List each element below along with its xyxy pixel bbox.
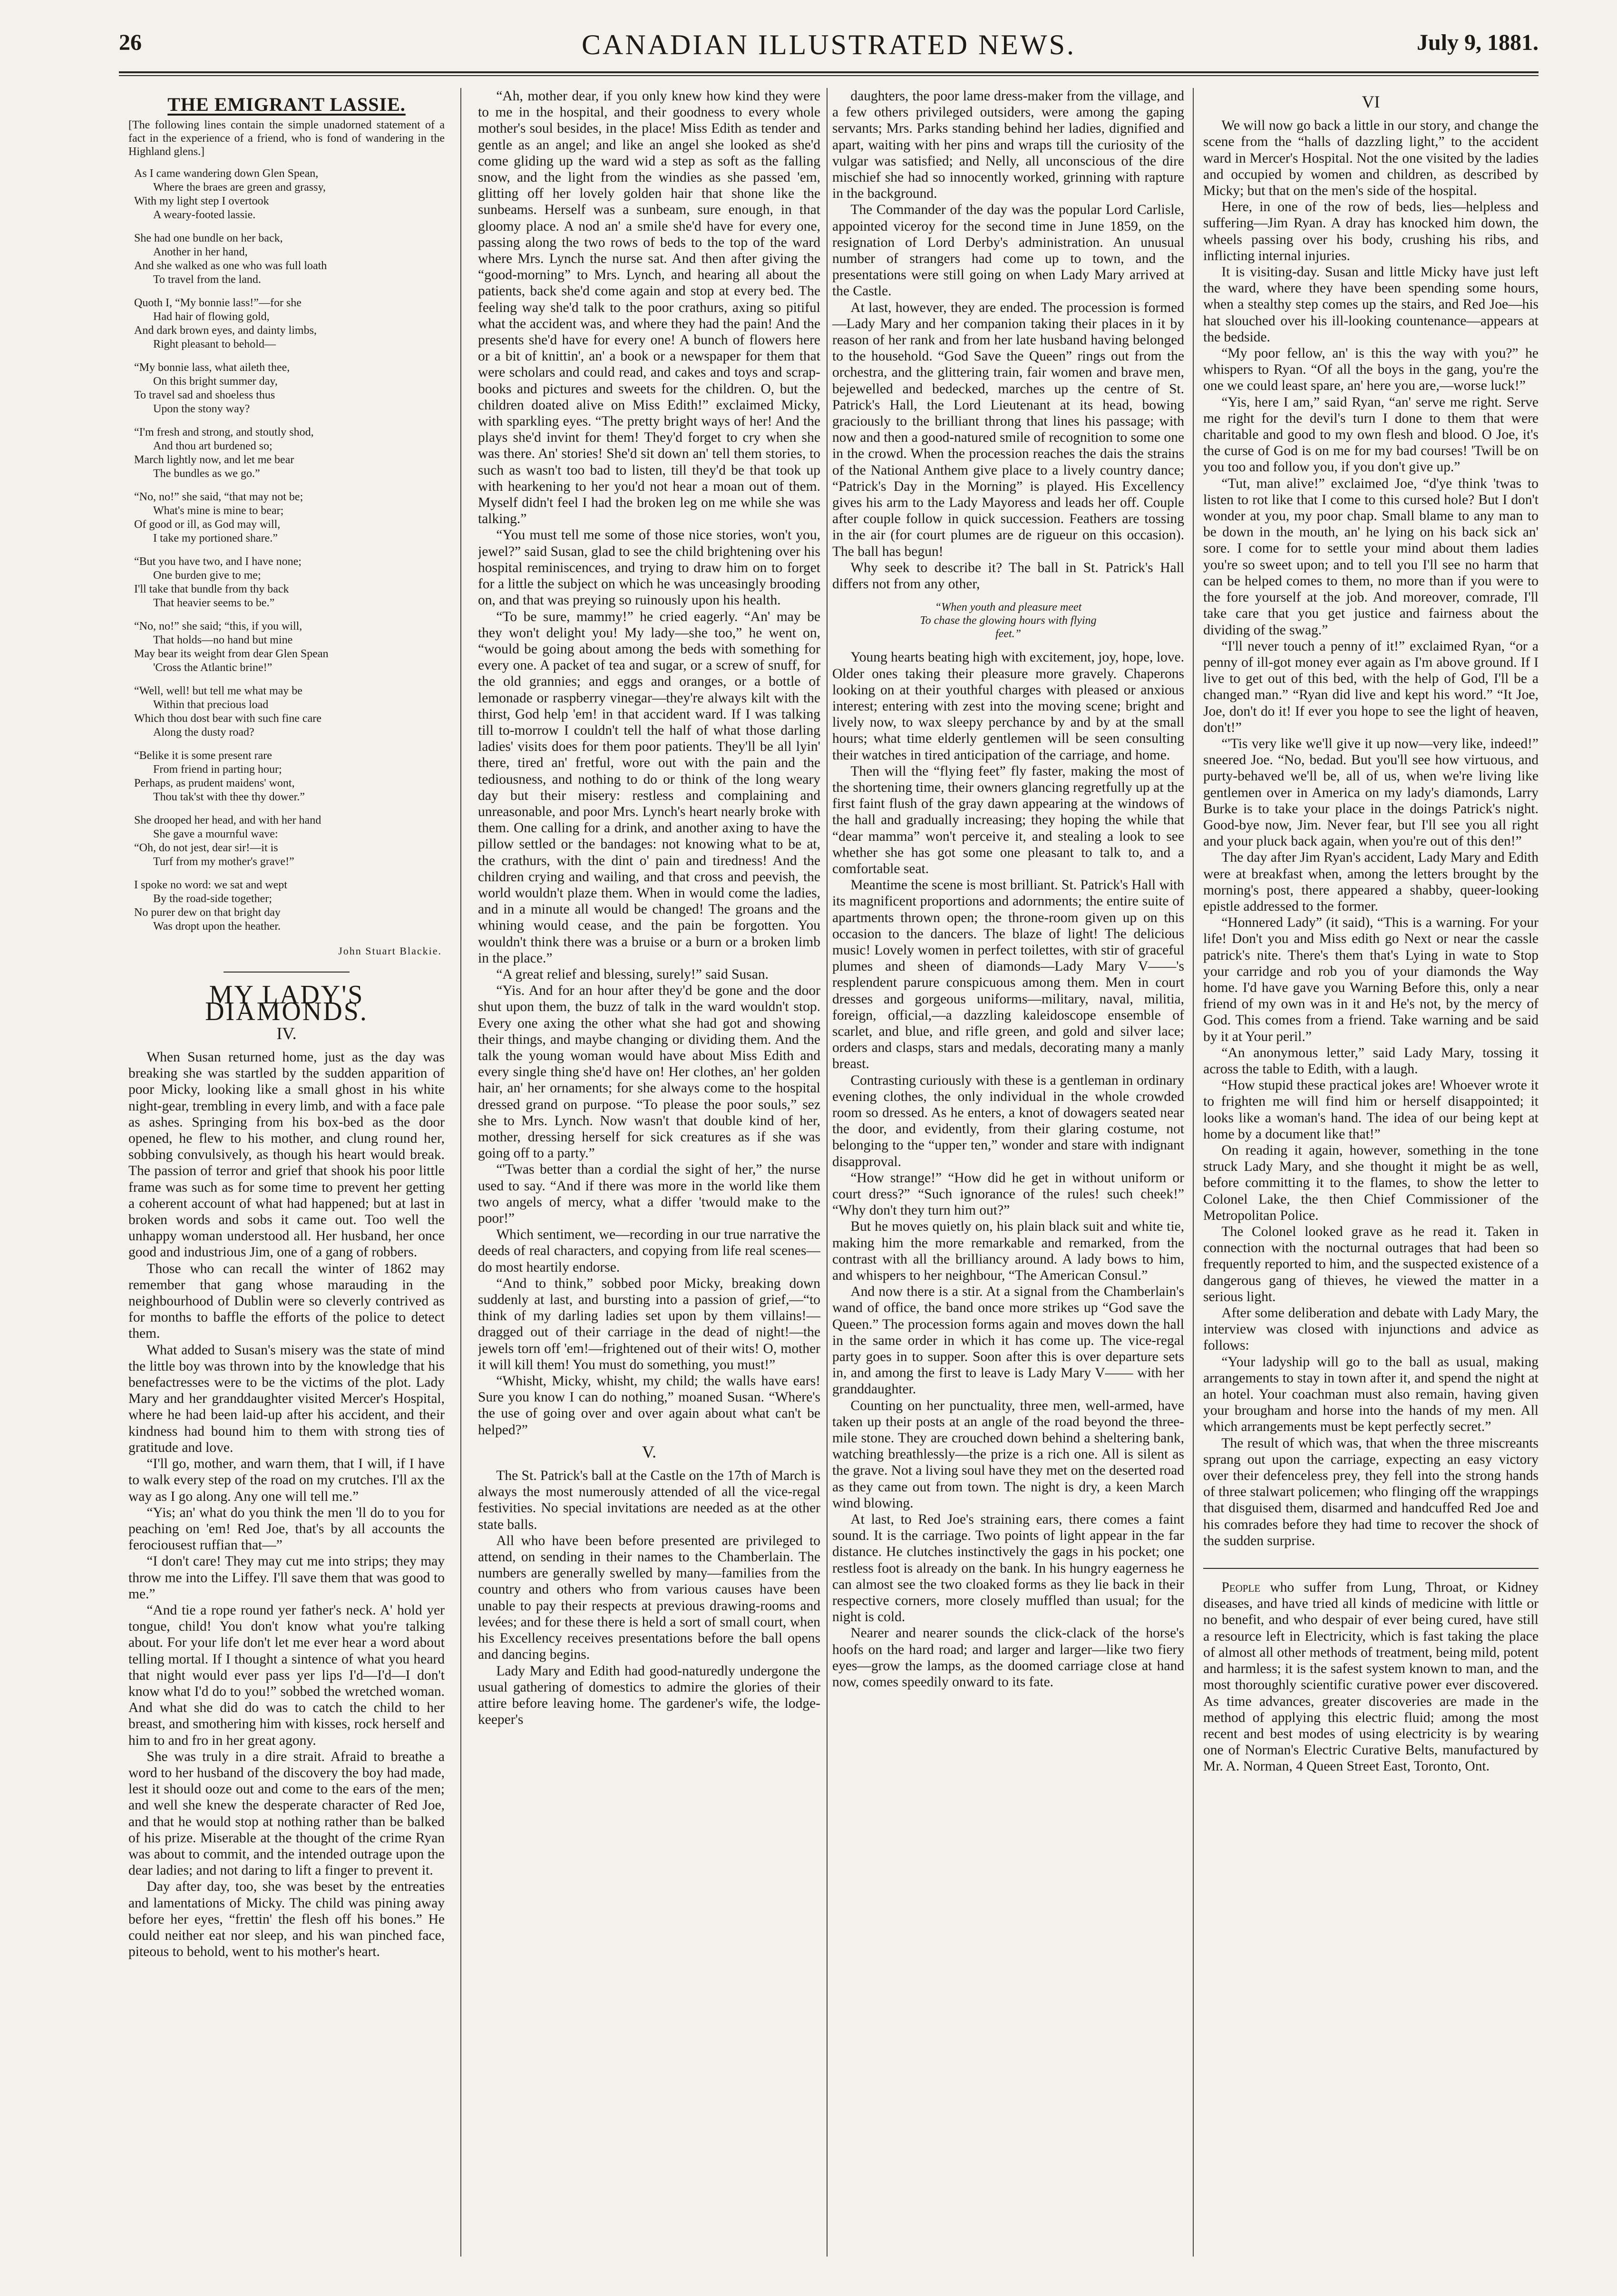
poem-line: She gave a mournful wave: [153,828,278,841]
column-3-text [832,88,1184,592]
paragraph: “'Tis very like we'll give it up now—very like, indeed!” sneered Joe. “No, bedad. But you'll see how virtuous, and purty-behaved we'll be, all of us, when we're living like gentlemen over in America on my lady's diamonds, Larry Burke is to take your place in the doings Patrick's night. Good-bye now, Jim. Never fear, but I'll see you all right and your pluck back again, when you're out of this den!” [1203,736,1539,849]
paragraph: “Your ladyship will go to the ball as usual, making arrangements to stay in town after it, and spend the night at an hotel. Your coachman must also remain, having given your brougham and horse into the hands of my men. All which arrangements must be kept perfectly secret.” [1203,1354,1539,1435]
paragraph: The Commander of the day was the popular Lord Carlisle, appointed viceroy for the second time in June 1859, on the resignation of Lord Derby's administration. An unusual number of strangers had come up to town, and the presentations were still going on when Lady Mary arrived at the Castle. [832,202,1184,299]
poem-stanza [134,684,445,739]
paragraph: But he moves quietly on, his plain black suit and white tie, making him the more remarkable and remarked, from the contrast with all the brilliancy around. A lady bows to him, and whispers to her neighbour, “The American Consul.” [832,1219,1184,1284]
poem-line: On this bright summer day, [153,375,278,388]
paragraph: “'Twas better than a cordial the sight of her,” the nurse used to say. “And if there was more in the world like them two angels of mercy, what a differ 'twould make to the poor!” [478,1162,820,1226]
paragraph: Those who can recall the winter of 1862 may remember that gang whose marauding in the neighbourhood of Dublin were so cleverly contrived as for months to baffle the efforts of the police to detect them. [128,1261,445,1342]
paragraph: What added to Susan's misery was the state of mind the little boy was thrown into by the knowledge that his benefactresses were to be the victims of the plot. Lady Mary and her granddaughter visited Mercer's Hospital, where he had been laid-up after his accident, and their kindness had bound him to them with strong ties of gratitude and love. [128,1342,445,1455]
paragraph: “Honnered Lady” (it said), “This is a warning. For your life! Don't you and Miss edith go Next or near the cassle patrick's nite. There's them that's Lying in wate to Stop your carridge and rob you of your diamonds the Way home. I'd have gave you Warning Before this, only a near friend of my own was in it and He's not, by the mercy of God. This comes from a friend. Take warning and be said by it at Your peril.” [1203,915,1539,1044]
poem-line: Along the dusty road? [153,726,254,739]
poem-author: John Stuart Blackie. [338,945,442,957]
poem-line: Within that precious load [153,699,269,711]
poem-line: A weary-footed lassie. [153,209,256,222]
paragraph: “An anonymous letter,” said Lady Mary, tossing it across the table to Edith, with a laugh. [1203,1045,1539,1077]
paragraph: Here, in one of the row of beds, lies—helpless and suffering—Jim Ryan. A dray has knocked him down, the wheels passing over his body, crushing his ribs, and inflicting internal injuries. [1203,199,1539,263]
poem-line: Thou tak'st with thee thy dower.” [153,791,305,804]
column-4 [1203,88,1539,2257]
page-number: 26 [119,30,142,55]
poem-line: With my light step I overtook [134,195,269,208]
poem-line: By the road-side together; [153,893,272,905]
poem-stanza [134,555,445,610]
column-divider [460,88,461,2257]
poem-line: I take my portioned share.” [153,532,278,545]
poem-stanza [134,361,445,416]
poem-line: One burden give to me; [153,569,261,582]
poem-line: To travel sad and shoeless thus [134,389,275,402]
poem-line: No purer dew on that bright day [134,906,281,919]
poem-line: “No, no!” she said; “this, if you will, [134,620,302,633]
paragraph: Contrasting curiously with these is a gentleman in ordinary evening clothes, the only individual in the whole crowded room so dressed. As he enters, a knot of dowagers seated near the door, and evidently, from their glaring costume, not belonging to the “upper ten,” wonder and stare with indignant disapproval. [832,1072,1184,1169]
poem-line: To travel from the land. [153,273,261,286]
paragraph: Young hearts beating high with excitement, joy, hope, love. Older ones taking their pleasure more gravely. Chaperons looking on at their youthful charges with pleased or anxious interest; entering with zest into the moving scene; bright and lively now, to wax sleepy perchance by and by at the small hours; what time elderly gentlemen will be seen consulting their watches in tired anticipation of the carriage, and home. [832,650,1184,763]
poem-line: Right pleasant to behold— [153,338,276,351]
poem-stanza [134,878,445,934]
paragraph: “And to think,” sobbed poor Micky, breaking down suddenly at last, and bursting into a passion of grief,—“to think of my darling ladies set upon by them villains!—dragged out of their carriage in the dead of night!—the jewels torn off 'em!—frightened out of their wits! O, mother it will kill them! You must do something, you must!” [478,1275,820,1372]
paragraph: “Yis; an' what do you think the men 'll do to you for peaching on 'em! Red Joe, that's by all accounts the ferociousest ruffian that—” [128,1505,445,1553]
paragraph: All who have been before presented are privileged to attend, on sending in their names to the Chamberlain. The numbers are generally swelled by many—families from the country and others who from various causes have been unable to pay their respects at previous drawing-rooms and levées; and for these there is held a sort of small court, when his Excellency receives presentations before the ball opens and dancing begins. [478,1533,820,1663]
masthead-rule [119,71,1539,73]
poem-line: Of good or ill, as God may will, [134,518,281,531]
column-2 [478,88,820,2257]
paragraph: “I don't care! They may cut me into strips; they may throw me into the Liffey. I'll save them that was good to me.” [128,1554,445,1602]
poem-line: “My bonnie lass, what aileth thee, [134,361,290,374]
paragraph: Why seek to describe it? The ball in St. Patrick's Hall differs not from any other, [832,560,1184,592]
poem-stanza [134,620,445,675]
poem-stanza [134,814,445,869]
poem-line: Turf from my mother's grave!” [153,856,294,868]
paragraph: daughters, the poor lame dress-maker from the village, and a few others privileged outsiders, were among the gaping servants; Mrs. Parks standing behind her ladies, dignified and apart, waiting with her pins and wraps till the curiosity of the vulgar was satisfied; and Nelly, all unconscious of the dire mischief she had so innocently worked, grinning with rapture in the background. [832,88,1184,202]
column-divider [1193,88,1194,2257]
paragraph: After some deliberation and debate with Lady Mary, the interview was closed with injunctions and advice as follows: [1203,1305,1539,1353]
poem-line: “No, no!” she said, “that may not be; [134,491,303,504]
masthead [119,25,1539,65]
poem-line: 'Cross the Atlantic brine!” [153,662,273,674]
paragraph: Nearer and nearer sounds the click-clack of the horse's hoofs on the hard road; and larger and larger—like two fiery eyes—grow the lamps, as the doomed carriage close at hand now, comes speedily onward to its fate. [832,1625,1184,1690]
paragraph: It is visiting-day. Susan and little Micky have just left the ward, where they have been spending some hours, when a stealthy step comes up the stairs, and Red Joe—his hat slouched over his ill-looking countenance—appears at the bedside. [1203,264,1539,345]
poem-line: That holds—no hand but mine [153,634,293,647]
paragraph: “How strange!” “How did he get in without uniform or court dress?” “Such ignorance of the rules! such cheek!” “Why don't they turn him out?” [832,1170,1184,1218]
column-divider [827,88,828,2257]
paragraph: The St. Patrick's ball at the Castle on the 17th of March is always the most numerously attended of all the vice-regal festivities. No special invitations are needed as at the other state balls. [478,1468,820,1532]
column-2-chapter-v-text [478,1468,820,1728]
poem-line: “Belike it is some present rare [134,749,272,762]
serial-title: MY LADY'S DIAMONDS. [205,980,368,1026]
poem-line: Was dropt upon the heather. [153,920,281,933]
paragraph: The result of which was, that when the three miscreants sprang out upon the carriage, expecting an easy victory over their defenceless prey, they fell into the strong hands of three stalwart policemen; who flinging off the wrappings that disguised them, disarmed and handcuffed Red Joe and his comrades before they had time to recover the shock of the sudden surprise. [1203,1435,1539,1548]
verse-line: feet.” [995,628,1021,641]
poem-line: And thou art burdened so; [153,440,273,453]
paragraph: Then will the “flying feet” fly faster, making the most of the shortening time, their owners glancing regretfully up at the first faint flush of the gray dawn appearing at the windows of the hall and gradually increasing; they hoping the while that “dear mamma” won't perceive it, and stealing a look to see whether she has got some one pleasant to talk to, and a comfortable seat. [832,763,1184,876]
paragraph: At last, to Red Joe's straining ears, there comes a faint sound. It is the carriage. Two points of light appear in the far distance. He clutches instinctively the gags in his pocket; one restless foot is already on the bank. In his hungry eagerness he can almost see the two cloaked forms as they lie back in their respective corners, more closely muffled than usual; for the night is cold. [832,1512,1184,1625]
chapter-heading: VI [1362,92,1380,111]
poem-line: She had one bundle on her back, [134,232,283,245]
poem-line: Where the braes are green and grassy, [153,181,326,194]
poem-line: “Oh, do not jest, dear sir!—it is [134,842,278,855]
poem-line: I spoke no word: we sat and wept [134,879,287,892]
paragraph: “Ah, mother dear, if you only knew how kind they were to me in the hospital, and their goodness to every whole mother's soul besides, in the place! Miss Edith as tender and gentle as an angel; and like an angel she looked as she'd come gliding up the ward wid a step as soft as the falling snow, and the light from the windies as she passed 'em, glitting off her lovely golden hair that shone like the sunbeams. Herself was a sunbeam, sure enough, in that gloomy place. A nod an' a smile she'd have for every one, passing along the two rows of beds to the top of the ward where Mrs. Lynch the nurse sat. And then after giving the “good-morning” to Mrs. Lynch, and hearing all about the patients, back she'd come again and stop at every bed. The feeling way she'd talk to the poor crathurs, axing so pitiful what the accident was, and where they had the pain! And the presents she'd have for every one! A bunch of flowers here or a bit of knittin', an' a book or a newspaper for them that were scholars and could read, and cakes and toys and scrap-books and pictures and sweets for the children. O, but the children doated alive on Miss Edith!” exclaimed Micky, with sparkling eyes. “The pretty bright ways of her! And the plays she'd invint for them! They'd forget to cry when she was there. An' stories! She'd sit down an' tell them stories, to such as wasn't too bad to listen, till they'd be that took up with hearkening to her you'd not hear a moan out of them. Myself didn't feel I had the broken leg on me while she was talking.” [478,88,820,527]
poem-stanza [134,232,445,287]
poem-line: “But you have two, and I have none; [134,555,302,568]
poem-line: The bundles as we go.” [153,467,260,480]
paragraph: “To be sure, mammy!” he cried eagerly. “An' may be they won't delight you! My lady—she too,” he went on, “would be going about among the beds with something for every one. A packet of tea and sugar, or a screw of snuff, for the old grannies; and eggs and oranges, or a bottle of lemonade or raspberry vinegar—they're always kilt with the thirst, God help 'em! in that accident ward. If I was talking till to-morrow I couldn't tell the half of what those darling ladies' visits does for them poor patients. They'll be all lyin' there, tired an' fretful, wore out with the pain and the tediousness, and nothing to do or think of the long weary day but their misery: restless and complaining and unreasonable, and poor Mrs. Lynch's heart nearly broke with them. One calling for a drink, and another axing to have the pillow settled or the bandages: not knowing what to be at, the crathurs, with the dint o' pain and tiredness! And the children crying and wailing, and that cross and peevish, the world wouldn't plaze them. When in would come the ladies, and in a minute all would be changed! The groans and the whining would cease, and the pain be forgotten. You wouldn't think there was a bruise or a burn or a broken limb in the place.” [478,609,820,966]
poem-line: Upon the stony way? [153,403,250,416]
paragraph: We will now go back a little in our story, and change the scene from the “halls of dazzling light,” to the accident ward in Mercer's Hospital. Not the one visited by the ladies and occupied by women and children, as described by Micky; but that on the men's side of the hospital. [1203,118,1539,199]
poem-line: And she walked as one who was full loath [134,260,327,272]
poem-line: May bear its weight from dear Glen Spean [134,648,329,661]
poem-line: And dark brown eyes, and dainty limbs, [134,324,317,337]
poem-stanza [134,426,445,481]
masthead-rule-thin [119,75,1539,76]
paragraph: “How stupid these practical jokes are! Whoever wrote it to frighten me will find him or herself disappointed; it looks like a woman's hand. The idea of our being kept at home by a document like that!” [1203,1078,1539,1142]
paragraph: “Tut, man alive!” exclaimed Joe, “d'ye think 'twas to listen to rot like that I come to this cursed hole? But I don't wonder at you, my poor chap. Small blame to any man to be down in the mouth, an' he lying on his back sick an' sore. I come for to settle your mind about them ladies you're so sweet upon; and to tell you I'll see no harm that can be helped comes to them, no more than if you were to the fore yourself at the job. And moreover, comrade, I'll take care that you get justice and fairness about the dividing of the swag.” [1203,476,1539,638]
chapter-heading: IV. [276,1023,297,1043]
advert-text: who suffer from Lung, Throat, or Kidney diseases, and have tried all kinds of medicine with little or no benefit, and who despair of ever being cured, have still a resource left in Electricity, which is fast taking the place of almost all other methods of treatment, being mild, potent and harmless; it is the safest system known to man, and the most thoroughly scientific curative power ever discovered. As time advances, greater discoveries are made in the method of applying this electric fluid; among the most recent and best modes of using electricity is by wearing one of Norman's Electric Curative Belts, manufactured by Mr. A. Norman, 4 Queen Street East, Toronto, Ont. [1203,1580,1539,1774]
poem-line: “I'm fresh and strong, and stoutly shod, [134,426,314,439]
poem-stanza [134,296,445,351]
poem-line: What's mine is mine to bear; [153,505,284,517]
poem-title: THE EMIGRANT LASSIE. [167,94,406,115]
paragraph: The Colonel looked grave as he read it. Taken in connection with the nocturnal outrages that had been so frequently reported to him, and the suspected existence of a dangerous gang of thieves, he viewed the matter in a serious light. [1203,1224,1539,1304]
poem-line: March lightly now, and let me bear [134,454,294,467]
column-1-text [128,1049,445,1960]
paragraph: The day after Jim Ryan's accident, Lady Mary and Edith were at breakfast when, among the letters brought by the morning's post, there appeared a shabby, queer-looking epistle addressed to the former. [1203,850,1539,914]
poem-body [128,167,445,934]
paragraph: “Yis. And for an hour after they'd be gone and the door shut upon them, the buzz of talk in the ward wouldn't stop. Every one axing the other what she had got and showing their things, and maybe changing or dividing them. And the talk the young woman would have about Miss Edith and every single thing she'd have on! Her clothes, an' her golden hair, an' her ornaments; for she always come to the hospital dressed grand on purpose. “To please the poor souls,” sez she to Mrs. Lynch. Now wasn't that double kind of her, mother, dressing herself for sick creatures as if she was going off to a party.” [478,983,820,1161]
paragraph: Counting on her punctuality, three men, well-armed, have taken up their posts at an angle of the road beyond the three-mile stone. They are crouched down behind a sheltering bank, watching breathlessly—the prize is a rich one. All is silent as the grave. Not a living soul have they met on the deserted road as they came out from town. The night is dry, a keen March wind blowing. [832,1398,1184,1511]
issue-date: July 9, 1881. [1416,30,1539,55]
paragraph: Meantime the scene is most brilliant. St. Patrick's Hall with its magnificent proportions and adornments; the entire suite of apartments thrown open; the throne-room given up on this occasion to the dancers. The blaze of light! The delicious music! Lovely women in perfect toilettes, with stir of graceful plumes and sheen of diamonds—Lady Mary V——'s resplendent parure conspicuous among them. Men in court dresses and gorgeous uniforms—military, naval, militia, foreign, official,—a dazzling kaleidoscope ensemble of scarlet, and blue, and rifle green, and gold and silver lace; orders and clasps, stars and medals, decorating many a manly breast. [832,877,1184,1072]
paragraph: “You must tell me some of those nice stories, won't you, jewel?” said Susan, glad to see the child brightening over his hospital reminiscences, and trying to draw him on to forget for a little the subject on which he was unceasingly brooding on, and that was preying so ruinously upon his health. [478,527,820,608]
paragraph: Lady Mary and Edith had good-naturedly undergone the usual gathering of domestics to admire the glories of their attire before leaving home. The gardener's wife, the lodge-keeper's [478,1663,820,1728]
verse-line: “When youth and pleasure meet [935,601,1082,614]
paragraph: Day after day, too, she was beset by the entreaties and lamentations of Micky. The child was pining away before her eyes, “frettin' the flesh off his bones.” He could neither eat nor sleep, and his wan pinched face, piteous to behold, went to his mother's heart. [128,1879,445,1960]
paragraph: Which sentiment, we—recording in our true narrative the deeds of real characters, and copying from life real scenes—do most heartily endorse. [478,1227,820,1275]
paragraph: “My poor fellow, an' is this the way with you?” he whispers to Ryan. “Of all the boys in the gang, you're the one we could least spare, an' here you are,—worse luck!” [1203,346,1539,394]
poem-stanza [134,167,445,222]
paragraph: “And tie a rope round yer father's neck. A' hold yer tongue, child! You don't know what you're talking about. For your life don't let me ever hear a word about telling mortal. If I thought a sintence of what you heard that night would ever pass yer lips I'd—I'd—I don't know what I'd do to you!” sobbed the wretched woman. And what she did do was to catch the child to her breast, and smothering him with kisses, rock herself and him to and fro in her great agony. [128,1602,445,1748]
column-3 [832,88,1184,2257]
poem-line: Had hair of flowing gold, [153,311,270,323]
poem-stanza [134,749,445,804]
poem-line: Perhaps, as prudent maidens' wont, [134,777,295,790]
paragraph: “I'll go, mother, and warn them, that I will, if I have to walk every step of the road on my crutches. I'll ax the way as I go along. Any one will tell me.” [128,1456,445,1504]
paragraph: On reading it again, however, something in the tone struck Lady Mary, and she thought it might be as well, before committing it to the flames, to show the letter to Colonel Lake, the then Chief Commissioner of the Metropolitan Police. [1203,1143,1539,1223]
paragraph: When Susan returned home, just as the day was breaking she was startled by the sudden apparition of poor Micky, looking like a small ghost in his white night-gear, trembling in every limb, and with a face pale as ashes. Springing from his box-bed as the door opened, he flew to his mother, and clung round her, sobbing convulsively, as though his heart would break. The passion of terror and grief that shook his poor little frame was such as for some time to prevent her getting a coherent account of what had happened; but at last in broken words and sobs it came out. Too well the unhappy woman understood all. Her husband, her once good and industrious Jim, one of a gang of robbers. [128,1050,445,1260]
paragraph: “I'll never touch a penny of it!” exclaimed Ryan, “or a penny of ill-got money ever again as I'm above ground. If I live to get out of this bed, with the help of God, I'll be a changed man.” “Ryan did live and kept his word.” “It Joe, Joe, don't do it! If ever you hope to see the light of heaven, don't!” [1203,638,1539,735]
paragraph: “A great relief and blessing, surely!” said Susan. [496,966,769,982]
paragraph: “Yis, here I am,” said Ryan, “an' serve me right. Serve me right for the devil's turn I done to them that were charitable and good to my own flesh and blood. O Joe, it's the curse of God is on me for my bad courses! 'Twill be on you too and follow you, if you don't give up.” [1203,394,1539,475]
column-3-text-continued [832,649,1184,1690]
chapter-heading: V. [642,1442,657,1461]
paragraph: At last, however, they are ended. The procession is formed—Lady Mary and her companion taking their places in it by reason of her rank and from her late husband having belonged to the household. “God Save the Queen” rings out from the orchestra, and the glittering train, fair women and brave men, bejewelled and bedecked, marches up the centre of St. Patrick's Hall, the Lord Lieutenant at its head, bowing graciously to the brilliant throng that lines his passage; with now and then a good-natured smile of recognition to some one in the crowd. When the procession reaches the dais the strains of the National Anthem give place to a lively country dance; “Patrick's Day in the Morning” is played. His Excellency gives his arm to the Lady Mayoress and leads her off. Couple after couple follow in quick succession. Feathers are tossing in the air (for court plumes are de rigueur on this occasion). The ball has begun! [832,300,1184,559]
poem-stanza [134,490,445,545]
column-1 [128,88,445,2257]
quoted-verse [832,601,1184,641]
verse-line: To chase the glowing hours with flying [920,614,1097,627]
poem-line: Another in her hand, [153,246,248,259]
column-4-text [1203,117,1539,1549]
poem-line: “Well, well! but tell me what may be [134,685,302,698]
newspaper-title: CANADIAN ILLUSTRATED NEWS. [582,29,1076,60]
section-rule [224,972,350,973]
paragraph: She was truly in a dire strait. Afraid to breathe a word to her husband of the discovery the boy had made, lest it should ooze out and come to the ears of the men; and well she knew the desperate character of Red Joe, and that he would stop at nothing rather than be balked of his prize. Miserable at the thought of the crime Ryan was about to commit, and the intended outrage upon the dear ladies; and not daring to lift a finger to prevent it. [128,1749,445,1878]
poem-line: Quoth I, “My bonnie lass!”—for she [134,297,302,310]
poem-line: From friend in parting hour; [153,763,282,776]
poem-line: That heavier seems to be.” [153,597,275,610]
advert-lead: People [1221,1580,1261,1596]
poem-line: She drooped her head, and with her hand [134,814,321,827]
advertisement [1203,1568,1539,1774]
poem-line: I'll take that bundle from thy back [134,583,289,596]
poem-line: As I came wandering down Glen Spean, [134,167,319,180]
paragraph: And now there is a stir. At a signal from the Chamberlain's wand of office, the band once more strikes up “God save the Queen.” The procession forms again and moves down the hall in the same order in which it has come up. The vice-regal party goes in to supper. Soon after this is over departure sets in, and among the first to leave is Lady Mary V—— with her granddaughter. [832,1284,1184,1397]
poem-note: [The following lines contain the simple unadorned statement of a fact in the experience of a friend, who is fond of wandering in the Highland glens.] [128,119,445,158]
column-2-text [478,88,820,1438]
paragraph: “Whisht, Micky, whisht, my child; the walls have ears! Sure you know I can do nothing,” moaned Susan. “Where's the use of going over and over again about what can't be helped?” [478,1373,820,1438]
poem-line: Which thou dost bear with such fine care [134,712,321,725]
